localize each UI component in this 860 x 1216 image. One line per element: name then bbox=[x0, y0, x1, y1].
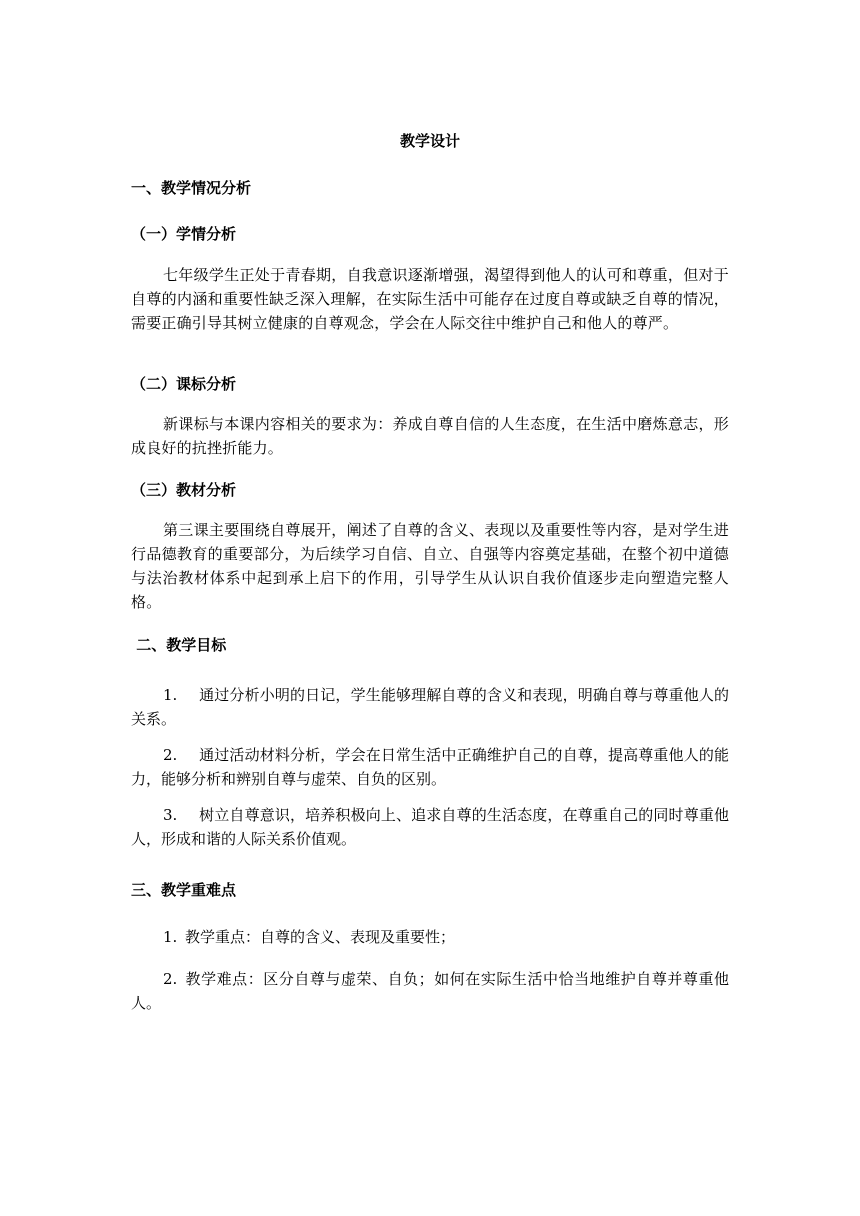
objective-text: 树立自尊意识，培养积极向上、追求自尊的生活态度，在尊重自己的同时尊重他人，形成和谐的人际关系价值观。 bbox=[131, 806, 729, 848]
subheading-textbook-analysis: （三）教材分析 bbox=[131, 481, 237, 499]
objective-number: 3. bbox=[163, 806, 178, 824]
key-point-text: 教学难点：区分自尊与虚荣、自负；如何在实际生活中恰当地维护自尊并尊重他人。 bbox=[131, 970, 729, 1012]
objective-number: 2. bbox=[163, 746, 178, 764]
key-point-item bbox=[131, 967, 729, 1015]
section-heading-analysis: 一、教学情况分析 bbox=[131, 179, 252, 197]
document-title: 教学设计 bbox=[399, 132, 460, 150]
paragraph-textbook-analysis: 第三课主要围绕自尊展开，阐述了自尊的含义、表现以及重要性等内容，是对学生进行品德教育的重要部分，为后续学习自信、自立、自强等内容奠定基础，在整个初中道德与法治教材体系中起到承上启下的作用，引导学生从认识自我价值逐步走向塑造完整人格。 bbox=[131, 521, 729, 611]
key-point-item bbox=[131, 925, 729, 949]
subheading-student-analysis: （一）学情分析 bbox=[131, 225, 237, 243]
section-heading-key-points: 三、教学重难点 bbox=[131, 881, 237, 899]
key-point-number: 1. bbox=[163, 928, 178, 946]
key-point-number: 2. bbox=[163, 970, 178, 988]
paragraph-student-analysis: 七年级学生正处于青春期，自我意识逐渐增强，渴望得到他人的认可和尊重，但对于自尊的内涵和重要性缺乏深入理解，在实际生活中可能存在过度自尊或缺乏自尊的情况，需要正确引导其树立健康的自尊观念，学会在人际交往中维护自己和他人的尊严。 bbox=[131, 266, 729, 332]
section-heading-objectives: 二、教学目标 bbox=[131, 636, 227, 654]
objective-text: 通过分析小明的日记，学生能够理解自尊的含义和表现，明确自尊与尊重他人的关系。 bbox=[131, 686, 729, 728]
objective-item bbox=[131, 803, 729, 851]
objective-item bbox=[131, 683, 729, 731]
paragraph-curriculum-analysis: 新课标与本课内容相关的要求为：养成自尊自信的人生态度，在生活中磨炼意志，形成良好的抗挫折能力。 bbox=[131, 415, 729, 457]
subheading-curriculum-analysis: （二）课标分析 bbox=[131, 375, 237, 393]
key-point-text: 教学重点：自尊的含义、表现及重要性； bbox=[185, 928, 456, 946]
objective-text: 通过活动材料分析，学会在日常生活中正确维护自己的自尊，提高尊重他人的能力，能够分析和辨别自尊与虚荣、自负的区别。 bbox=[131, 746, 729, 788]
objective-number: 1. bbox=[163, 686, 178, 704]
objective-item bbox=[131, 743, 729, 791]
